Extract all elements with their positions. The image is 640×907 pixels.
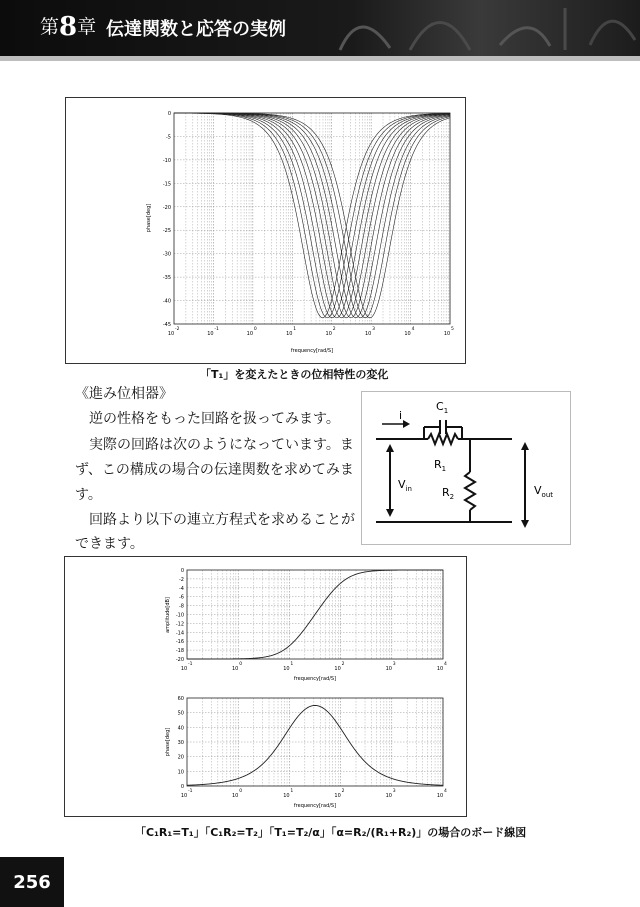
r2-subscript: 2 (449, 493, 455, 501)
r1-subscript: 1 (441, 465, 447, 473)
c1-subscript: 1 (443, 407, 449, 415)
x-tick-base: 10 (180, 666, 188, 672)
x-tick-base: 10 (180, 793, 188, 799)
paragraph-line: できます。 (75, 536, 144, 552)
x-tick-base: 10 (436, 793, 444, 799)
x-tick-base: 10 (334, 793, 341, 799)
y-tick-label: -2 (179, 576, 184, 583)
x-tick-exponent: -2 (175, 327, 180, 332)
amplitude-curve (187, 570, 443, 659)
x-tick-base: 10 (246, 331, 254, 337)
x-tick-exponent: 1 (293, 327, 297, 332)
x-tick-exponent: 3 (392, 662, 396, 667)
phase-x-ticks (181, 788, 447, 799)
x-tick-base: 10 (385, 793, 392, 799)
vout-subscript: out (541, 491, 553, 499)
chapter-number: 8 (59, 12, 78, 42)
x-tick-base: 10 (207, 331, 214, 337)
x-axis-label: frequency[rad/S] (290, 348, 334, 354)
y-tick-label: 0 (167, 111, 171, 117)
x-tick-base: 10 (286, 331, 293, 337)
y-tick-label: 10 (177, 769, 184, 776)
y-tick-label: -5 (166, 134, 171, 141)
paragraph-line: 実際の回路は次のようになっています。ま (75, 437, 354, 453)
x-tick-exponent: 1 (290, 662, 294, 667)
y-tick-labels (163, 111, 171, 328)
chapter-header (0, 0, 640, 56)
phase-axes-box (187, 698, 443, 786)
x-tick-exponent: 0 (239, 662, 243, 667)
x-tick-exponent: 3 (392, 789, 396, 794)
amplitude-y-label: amplitude[dB] (165, 597, 171, 633)
y-tick-label: 0 (180, 568, 184, 574)
figure1-caption: 「T₁」を変えたときの位相特性の変化 (200, 368, 389, 381)
x-tick-base: 10 (283, 793, 290, 799)
y-tick-label: -40 (162, 298, 171, 305)
y-tick-label: -20 (162, 204, 171, 211)
amplitude-x-label: frequency[rad/S] (293, 676, 337, 682)
x-tick-base: 10 (404, 331, 411, 337)
y-tick-label: -35 (162, 275, 171, 282)
vin-label (398, 478, 412, 493)
figure1-frame (65, 97, 466, 364)
amplitude-x-ticks (181, 661, 447, 672)
y-tick-label: -10 (175, 612, 184, 619)
current-label: i (399, 409, 403, 422)
r1-letter: R (434, 458, 442, 471)
phase-x-label: frequency[rad/S] (293, 803, 337, 809)
paragraph-line: す。 (75, 487, 102, 503)
x-tick-base: 10 (283, 666, 290, 672)
header-decoration (300, 0, 640, 56)
x-tick-exponent: 0 (253, 327, 257, 332)
phase-curve (187, 705, 443, 785)
phase-y-label: phase[deg] (165, 727, 171, 757)
figure2-frame (64, 556, 467, 817)
phase-grid (187, 698, 443, 786)
y-tick-label: -10 (162, 157, 171, 164)
y-tick-label: 40 (177, 725, 184, 732)
x-tick-base: 10 (385, 666, 392, 672)
y-tick-label: -15 (162, 181, 171, 188)
circuit-diagram-frame (361, 391, 571, 545)
figure2-caption: 「C₁R₁=T₁」「C₁R₂=T₂」「T₁=T₂/α」「α=R₂/(R₁+R₂)」の場合のボード線図 (135, 826, 527, 839)
x-tick-exponent: -1 (214, 327, 219, 332)
x-tick-exponent: 3 (372, 327, 376, 332)
chapter-title: 伝達関数と応答の実例 (106, 19, 286, 40)
y-tick-label: -30 (162, 251, 171, 258)
y-tick-label: 20 (177, 754, 184, 761)
y-tick-label: -16 (175, 639, 184, 646)
y-tick-label: 30 (177, 740, 184, 746)
x-tick-base: 10 (443, 331, 451, 337)
x-tick-exponent: 4 (444, 662, 447, 667)
x-tick-exponent: 2 (341, 789, 345, 794)
x-tick-base: 10 (325, 331, 332, 337)
phase-y-ticks (178, 696, 184, 790)
paragraph-line: ず、この構成の場合の伝達関数を求めてみま (75, 462, 354, 478)
x-tick-exponent: 2 (341, 662, 345, 667)
vin-letter: V (398, 478, 406, 491)
y-tick-label: -25 (162, 228, 171, 235)
y-tick-label: 0 (180, 784, 184, 790)
x-tick-base: 10 (167, 331, 175, 337)
header-separator (0, 56, 640, 61)
vout-label (534, 484, 553, 499)
x-tick-base: 10 (436, 666, 444, 672)
y-tick-label: -12 (175, 621, 184, 628)
y-axis-label: phase[deg] (146, 203, 152, 233)
bode-plot (65, 557, 466, 816)
r1-label (434, 458, 446, 473)
lead-network-circuit (362, 392, 570, 544)
x-tick-labels (168, 326, 454, 337)
x-tick-base: 10 (232, 793, 239, 799)
y-tick-label: -18 (175, 648, 184, 655)
c1-letter: C (436, 400, 444, 413)
x-tick-exponent: 4 (444, 789, 447, 794)
y-tick-label: -20 (175, 657, 184, 663)
x-tick-base: 10 (232, 666, 239, 672)
y-tick-label: -8 (179, 603, 184, 610)
plot-grid (174, 113, 450, 324)
x-tick-exponent: 5 (451, 327, 454, 332)
y-tick-label: -6 (179, 594, 184, 601)
r2-letter: R (442, 486, 450, 499)
chapter-label (40, 12, 96, 42)
x-tick-exponent: 0 (239, 789, 243, 794)
c1-label (436, 400, 448, 415)
x-tick-exponent: -1 (188, 662, 193, 667)
y-tick-label: -14 (175, 630, 184, 637)
paragraph-line: 回路より以下の連立方程式を求めることが (75, 512, 355, 528)
x-tick-exponent: 4 (411, 327, 415, 332)
chapter-prefix: 第 (40, 16, 60, 38)
section-heading: 《進み位相器》 (75, 386, 173, 402)
chapter-suffix: 章 (77, 16, 97, 38)
y-tick-label: -4 (179, 585, 184, 592)
y-tick-label: 60 (177, 696, 184, 702)
paragraph-line: 逆の性格をもった回路を扱ってみます。 (75, 411, 340, 427)
x-tick-exponent: 2 (332, 327, 336, 332)
r2-label (442, 486, 454, 501)
y-tick-label: -45 (162, 322, 171, 328)
vin-subscript: in (405, 485, 412, 493)
phase-family-plot (66, 98, 465, 363)
x-tick-base: 10 (364, 331, 372, 337)
amplitude-y-ticks (176, 568, 184, 663)
vout-letter: V (534, 484, 542, 497)
x-tick-base: 10 (334, 666, 341, 672)
page-number: 256 (13, 872, 51, 893)
x-tick-exponent: 1 (290, 789, 294, 794)
y-tick-label: 50 (177, 710, 184, 717)
x-tick-exponent: -1 (188, 789, 193, 794)
